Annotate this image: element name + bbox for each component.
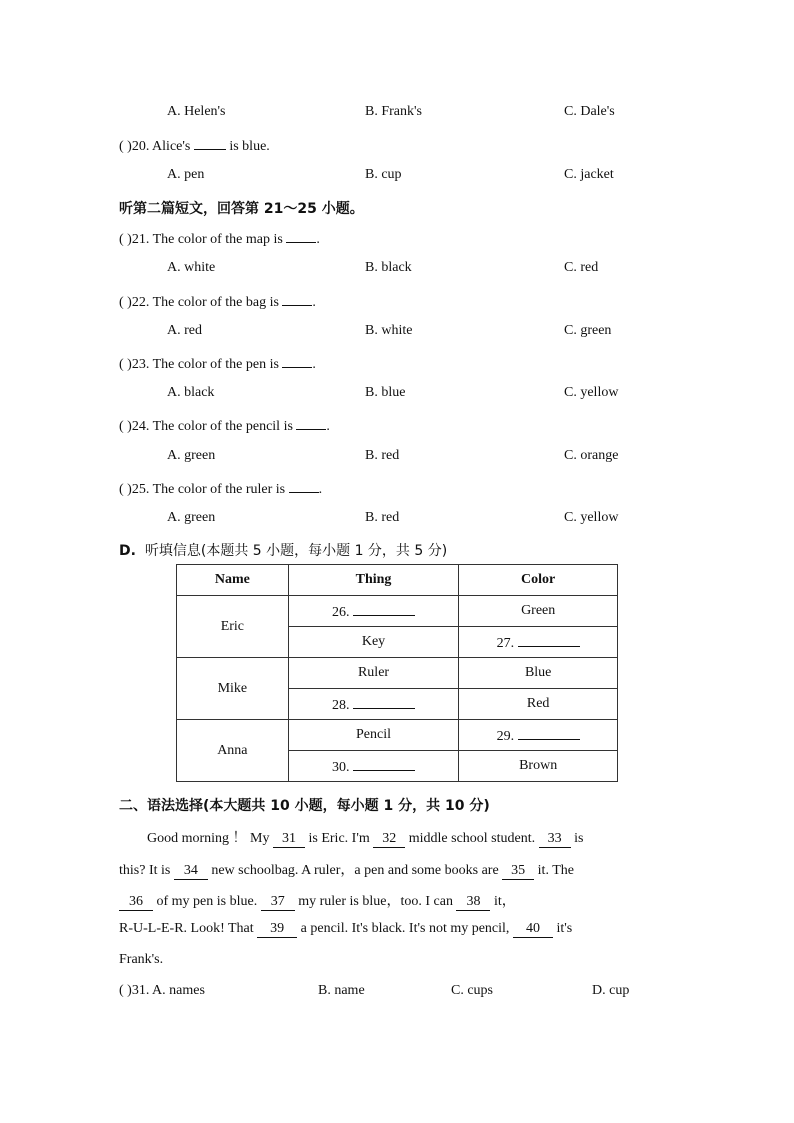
q22-option-b: B. white bbox=[365, 323, 413, 338]
q21-option-a: A. white bbox=[167, 260, 216, 275]
section-passage-2-heading: 听第二篇短文，回答第 21～25 小题。 bbox=[119, 201, 364, 217]
passage-line-5: Frank's. bbox=[119, 952, 164, 967]
answer-blank bbox=[518, 633, 580, 647]
q25-options bbox=[167, 510, 687, 530]
passage-blank: 39 bbox=[257, 921, 297, 938]
section-2-heading: 二、语法选择(本大题共 10 小题，每小题 1 分，共 10 分) bbox=[119, 798, 490, 814]
color-cell: 29. bbox=[459, 720, 618, 751]
answer-blank bbox=[194, 136, 226, 150]
answer-blank bbox=[289, 479, 319, 493]
q20-option-a: A. pen bbox=[167, 167, 205, 182]
q23-option-a: A. black bbox=[167, 385, 215, 400]
answer-blank bbox=[282, 354, 312, 368]
table-row bbox=[177, 720, 618, 751]
q19-option-c: C. Dale's bbox=[564, 104, 615, 119]
color-cell: 27. bbox=[459, 627, 618, 658]
q24-options bbox=[167, 448, 687, 468]
table-header-row bbox=[177, 565, 618, 596]
passage-blank: 33 bbox=[539, 831, 571, 848]
q25-option-c: C. yellow bbox=[564, 510, 619, 525]
q31 bbox=[119, 983, 679, 1003]
q22-option-a: A. red bbox=[167, 323, 202, 338]
passage-blank: 36 bbox=[119, 894, 153, 911]
header-name: Name bbox=[177, 565, 289, 596]
q31-option-c: C. cups bbox=[451, 983, 493, 998]
q24-option-c: C. orange bbox=[564, 448, 619, 463]
q21-stem: ( )21. The color of the map is . bbox=[119, 229, 320, 248]
header-thing: Thing bbox=[288, 565, 459, 596]
passage-blank: 31 bbox=[273, 831, 305, 848]
thing-cell: Pencil bbox=[288, 720, 459, 751]
answer-blank bbox=[353, 602, 415, 616]
name-cell: Anna bbox=[177, 720, 289, 782]
q22-options bbox=[167, 323, 687, 343]
q20-stem: ( )20. Alice's is blue. bbox=[119, 136, 270, 155]
q25-stem: ( )25. The color of the ruler is . bbox=[119, 479, 322, 498]
thing-cell: 26. bbox=[288, 596, 459, 627]
name-cell: Mike bbox=[177, 658, 289, 720]
answer-blank bbox=[353, 695, 415, 709]
q21-option-b: B. black bbox=[365, 260, 412, 275]
thing-cell: Key bbox=[288, 627, 459, 658]
q22-stem: ( )22. The color of the bag is . bbox=[119, 292, 316, 311]
passage-blank: 35 bbox=[502, 863, 534, 880]
name-cell: Eric bbox=[177, 596, 289, 658]
passage-line-4: R-U-L-E-R. Look! That 39 a pencil. It's black. It's not my pencil, 40 it's bbox=[119, 921, 573, 936]
q25-option-b: B. red bbox=[365, 510, 400, 525]
thing-cell: 28. bbox=[288, 689, 459, 720]
section-d-heading: D. 听填信息(本题共 5 小题，每小题 1 分，共 5 分) bbox=[119, 543, 448, 559]
passage-line-3: 36 of my pen is blue. 37 my ruler is blue，too. I can 38 it， bbox=[119, 890, 516, 911]
q20-option-c: C. jacket bbox=[564, 167, 614, 182]
color-cell: Blue bbox=[459, 658, 618, 689]
answer-blank bbox=[518, 726, 580, 740]
q21-option-c: C. red bbox=[564, 260, 599, 275]
q23-options bbox=[167, 385, 687, 405]
passage-blank: 34 bbox=[174, 863, 208, 880]
listening-info-table bbox=[176, 564, 618, 782]
passage-blank: 32 bbox=[373, 831, 405, 848]
answer-blank bbox=[286, 229, 316, 243]
q23-stem: ( )23. The color of the pen is . bbox=[119, 354, 316, 373]
q25-option-a: A. green bbox=[167, 510, 216, 525]
color-cell: Red bbox=[459, 689, 618, 720]
passage-blank: 37 bbox=[261, 894, 295, 911]
q23-option-b: B. blue bbox=[365, 385, 406, 400]
table-row bbox=[177, 596, 618, 627]
answer-blank bbox=[282, 292, 312, 306]
q19-option-a: A. Helen's bbox=[167, 104, 226, 119]
q23-option-c: C. yellow bbox=[564, 385, 619, 400]
thing-cell: 30. bbox=[288, 751, 459, 782]
thing-cell: Ruler bbox=[288, 658, 459, 689]
passage-line-2: this? It is 34 new schoolbag. A ruler，a pen and some books are 35 it. The bbox=[119, 863, 574, 878]
q20-option-b: B. cup bbox=[365, 167, 402, 182]
color-cell: Green bbox=[459, 596, 618, 627]
q21-options bbox=[167, 260, 687, 280]
q31-option-d: D. cup bbox=[592, 983, 630, 998]
table-row bbox=[177, 658, 618, 689]
q24-stem: ( )24. The color of the pencil is . bbox=[119, 416, 330, 435]
answer-blank bbox=[296, 416, 326, 430]
passage-blank: 38 bbox=[456, 894, 490, 911]
q19-options bbox=[167, 104, 687, 124]
q24-option-b: B. red bbox=[365, 448, 400, 463]
answer-blank bbox=[353, 757, 415, 771]
color-cell: Brown bbox=[459, 751, 618, 782]
passage-blank: 40 bbox=[513, 921, 553, 938]
q20-options bbox=[167, 167, 687, 187]
q19-option-b: B. Frank's bbox=[365, 104, 422, 119]
q24-option-a: A. green bbox=[167, 448, 216, 463]
q31-option-b: B. name bbox=[318, 983, 365, 998]
q22-option-c: C. green bbox=[564, 323, 612, 338]
q31-option-a: ( )31. A. names bbox=[119, 983, 205, 998]
header-color: Color bbox=[459, 565, 618, 596]
passage-line-1: Good morning ！ My 31 is Eric. I'm 32 middle school student. 33 is bbox=[147, 831, 584, 846]
